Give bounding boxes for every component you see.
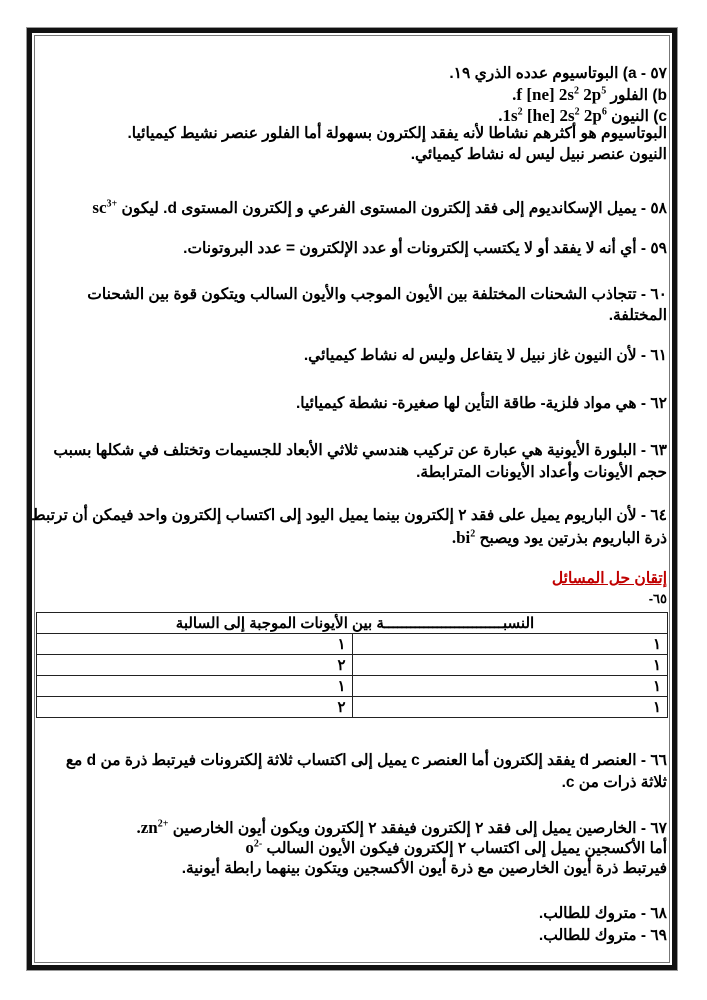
formula — [452, 528, 475, 547]
t: .zn — [136, 818, 158, 837]
sup: 6 — [601, 106, 607, 118]
answer-57-line4: البوتاسيوم هو أكثرهم نشاطا لأنه يفقد إلكترون بسهولة أما الفلور عنصر نشيط كيميائيا. — [127, 125, 667, 142]
answer-57-line5: النيون عنصر نبيل ليس له نشاط كيميائي. — [410, 146, 667, 163]
answer-59: ٥٩ - أي أنه لا يفقد أو لا يكتسب إلكترونات أو عدد الإلكترون = عدد البروتونات. — [183, 240, 667, 257]
t: 2p — [579, 106, 602, 125]
table-row — [37, 634, 668, 655]
answer-57a: ٥٧ - a) البوتاسيوم عدده الذري ١٩. — [449, 65, 667, 82]
sup: 2 — [470, 528, 476, 540]
answer-67-line1 — [136, 818, 667, 839]
ion — [92, 198, 117, 217]
t: ٥٨ - يميل الإسكانديوم إلى فقد إلكترون المستوى الفرعي و إلكترون المستوى d. ليكون — [117, 200, 667, 217]
t: .1s — [498, 106, 518, 125]
t: ذرة الباريوم بذرتين يود ويصبح — [475, 530, 667, 547]
label: c) النيون — [606, 108, 667, 125]
cell: ١ — [352, 697, 668, 718]
table-header-row — [37, 613, 668, 634]
answer-65-label: ٦٥- — [648, 591, 667, 606]
sup: 2+ — [157, 818, 169, 830]
cell: ٢ — [37, 655, 353, 676]
answer-66-line2: ثلاثة ذرات من c. — [561, 774, 667, 791]
t: .bi — [451, 528, 471, 547]
sup: 2 — [574, 106, 580, 118]
electron-config — [512, 85, 606, 104]
cell: ١ — [352, 676, 668, 697]
answer-62: ٦٢ - هي مواد فلزية- طاقة التأين لها صغيرة- نشطة كيميائيا. — [295, 395, 667, 412]
cell: ١ — [37, 634, 353, 655]
sup: 3+ — [106, 198, 118, 210]
t: ٦٧ - الخارصين يميل إلى فقد ٢ إلكترون فيفقد ٢ إلكترون ويكون أيون الخارصين — [168, 820, 667, 837]
answer-67-line2 — [245, 838, 667, 859]
answer-63-line1: ٦٣ - البلورة الأيونية هي عبارة عن تركيب هندسي ثلاثي الأبعاد للجسيمات وتختلف في شكلها بسبب — [53, 442, 667, 459]
answer-64-line2 — [452, 528, 667, 549]
cell: ١ — [37, 676, 353, 697]
answer-61: ٦١ - لأن النيون غاز نبيل لا يتفاعل وليس له نشاط كيميائي. — [303, 347, 667, 364]
sup: 2 — [517, 106, 523, 118]
sup: 2- — [253, 838, 263, 850]
answer-60-line2: المختلفة. — [608, 307, 667, 324]
answer-60-line1: ٦٠ - تتجاذب الشحنات المختلفة بين الأيون الموجب والأيون السالب ويتكون قوة بين الشحنات — [87, 286, 667, 303]
answer-58 — [92, 198, 667, 219]
table-row — [37, 697, 668, 718]
electron-config — [498, 106, 607, 125]
answer-68: ٦٨ - متروك للطالب. — [538, 905, 667, 922]
label: b) الفلور — [606, 87, 667, 104]
answer-67-line3: فيرتبط ذرة أيون الخارصين مع ذرة أيون الأكسجين ويتكون بينهما رابطة أيونية. — [181, 860, 667, 877]
table-header: النسبـــــــــــــــــــــــــــة بين الأيونات الموجبة إلى السالبة — [37, 613, 668, 634]
section-heading: إتقان حل المسائل — [551, 570, 667, 587]
table-row — [37, 655, 668, 676]
t: o — [245, 838, 254, 857]
answer-64-line1: ٦٤ - لأن الباريوم يميل على فقد ٢ إلكترون بينما يميل اليود إلى اكتساب إلكترون واحد فيمكن أن ترتبط — [31, 507, 667, 524]
t: .f [ne] 2s — [512, 85, 575, 104]
t: أما الأكسجين يميل إلى اكتساب ٢ إلكترون فيكون الأيون السالب — [262, 840, 667, 857]
answer-63-line2: حجم الأيونات وأعداد الأيونات المترابطة. — [416, 464, 667, 481]
t: [he] 2s — [522, 106, 575, 125]
sup: 5 — [601, 85, 607, 97]
answer-66-line1: ٦٦ - العنصر d يفقد إلكترون أما العنصر c يميل إلى اكتساب ثلاثة إلكترونات فيرتبط ذرة من d مع — [65, 752, 667, 769]
ratio-table — [36, 612, 668, 718]
sup: 2 — [574, 85, 580, 97]
answer-69: ٦٩ - متروك للطالب. — [538, 927, 667, 944]
ion — [245, 838, 262, 857]
answer-57b — [512, 85, 667, 106]
cell: ١ — [352, 634, 668, 655]
t: sc — [92, 198, 107, 217]
table-row — [37, 676, 668, 697]
cell: ٢ — [37, 697, 353, 718]
ion — [136, 818, 168, 837]
cell: ١ — [352, 655, 668, 676]
t: 2p — [579, 85, 602, 104]
